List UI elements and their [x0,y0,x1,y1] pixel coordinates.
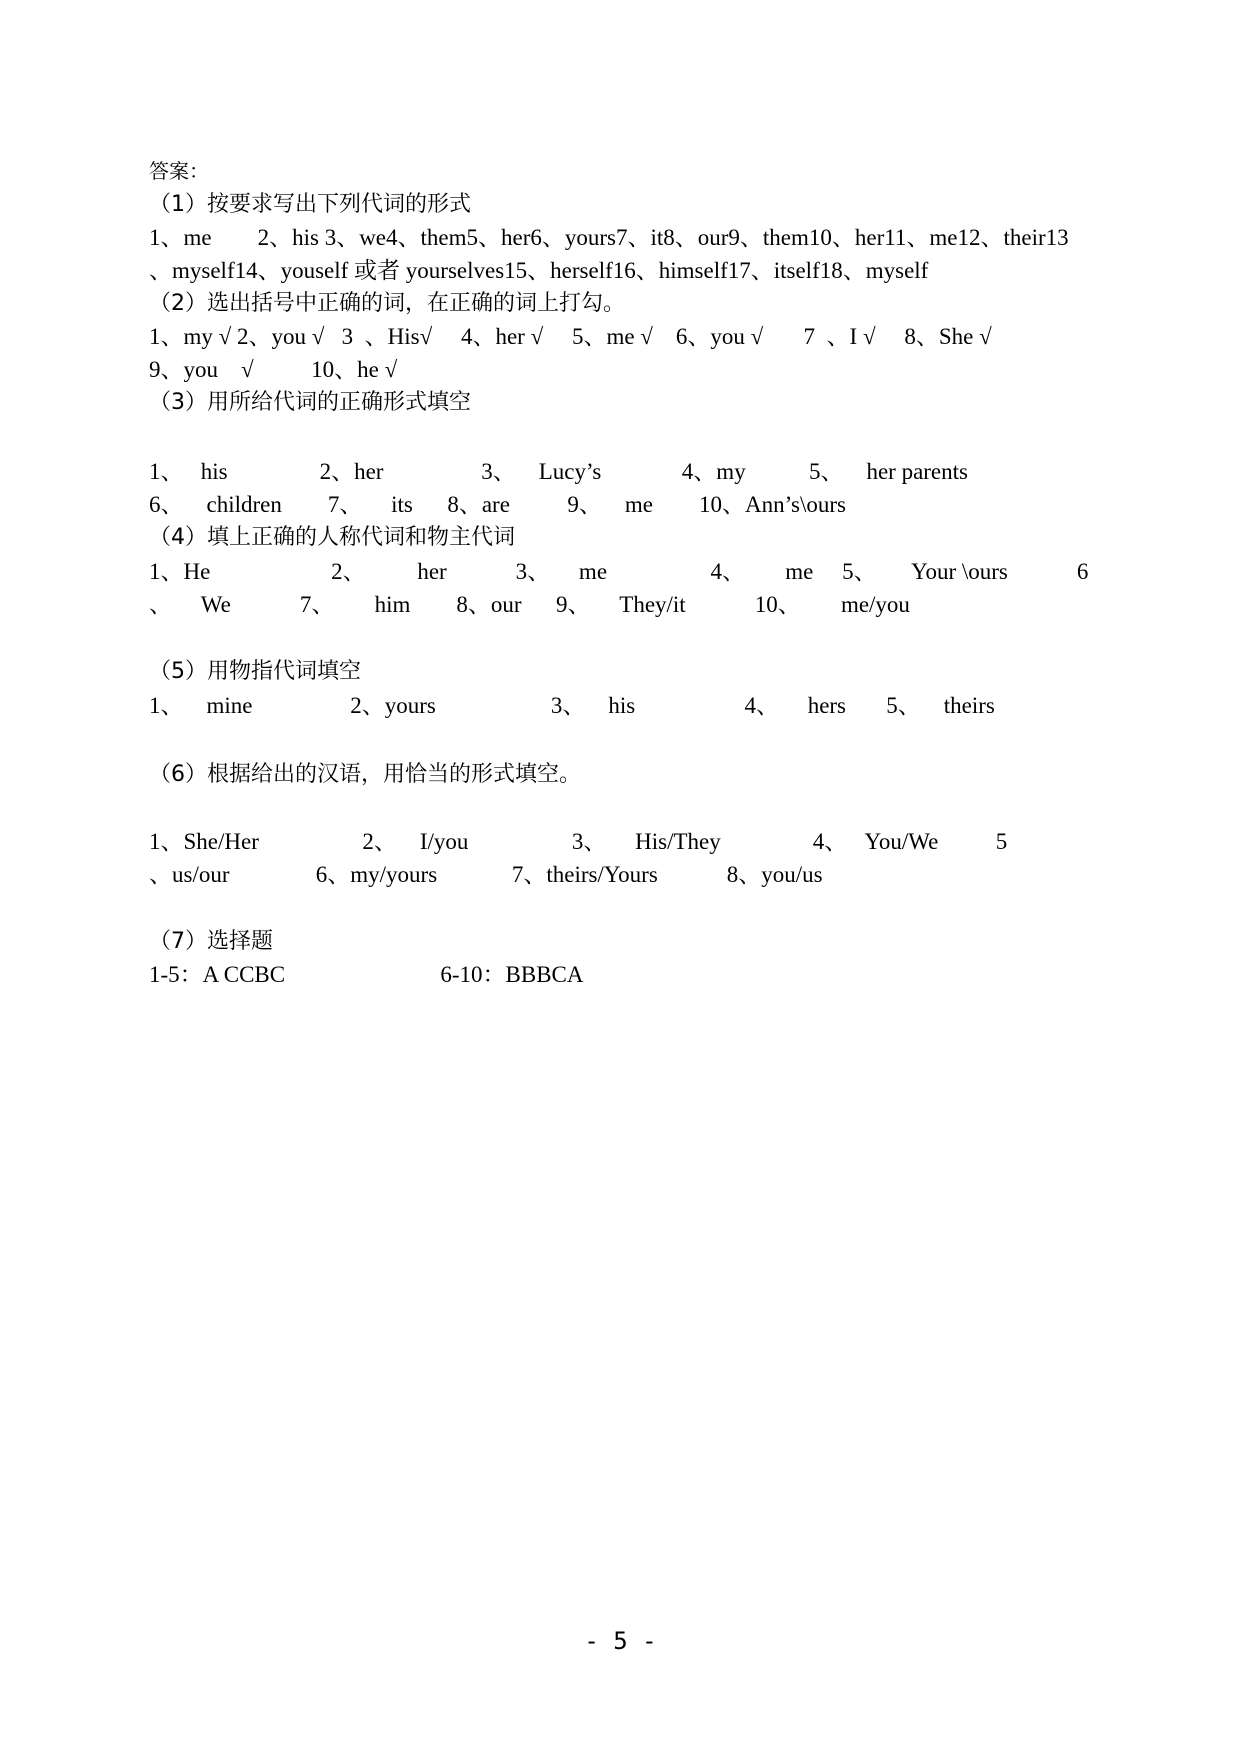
section-1-title: （1）按要求写出下列代词的形式 [149,192,471,217]
section-3-line-1: 1、 his 2、her 3、 Lucy’s 4、my 5、 her parents [149,459,968,484]
section-6-line-1: 1、She/Her 2、 I/you 3、 His/They 4、 You/We 5 [149,829,1008,854]
section-7-title: （7）选择题 [149,929,273,954]
page-number: - 5 - [584,1627,657,1655]
section-7-line-1: 1-5：A CCBC 6-10：BBBCA [149,962,584,987]
section-2-line-1: 1、my √ 2、you √ 3 、His√ 4、her √ 5、me √ 6、you √ 7 、I √ 8、She √ [149,324,992,349]
section-5-title: （5）用物指代词填空 [149,659,361,684]
section-6-line-2: 、us/our 6、my/yours 7、theirs/Yours 8、you/us [149,862,823,887]
section-4-title: （4）填上正确的人称代词和物主代词 [149,525,515,550]
section-4-line-1: 1、He 2、 her 3、 me 4、 me 5、 Your \ours 6 [149,559,1089,584]
section-1-line-1: 1、me 2、his 3、we4、them5、her6、yours7、it8、our9、them10、her11、me12、their13 [149,225,1069,250]
answer-heading: 答案： [149,159,209,183]
section-2-line-2: 9、you √ 10、he √ [149,357,398,382]
section-4-line-2: 、 We 7、 him 8、our 9、 They/it 10、 me/you [149,592,910,617]
section-3-line-2: 6、 children 7、 its 8、are 9、 me 10、Ann’s\ours [149,492,846,517]
section-6-title: （6）根据给出的汉语，用恰当的形式填空。 [149,762,581,787]
section-3-title: （3）用所给代词的正确形式填空 [149,390,471,415]
section-2-title: （2）选出括号中正确的词，在正确的词上打勾。 [149,291,625,316]
section-5-line-1: 1、 mine 2、yours 3、 his 4、 hers 5、 theirs [149,693,995,718]
section-1-line-2: 、myself14、youself 或者 yourselves15、herself16、himself17、itself18、myself [149,258,929,283]
